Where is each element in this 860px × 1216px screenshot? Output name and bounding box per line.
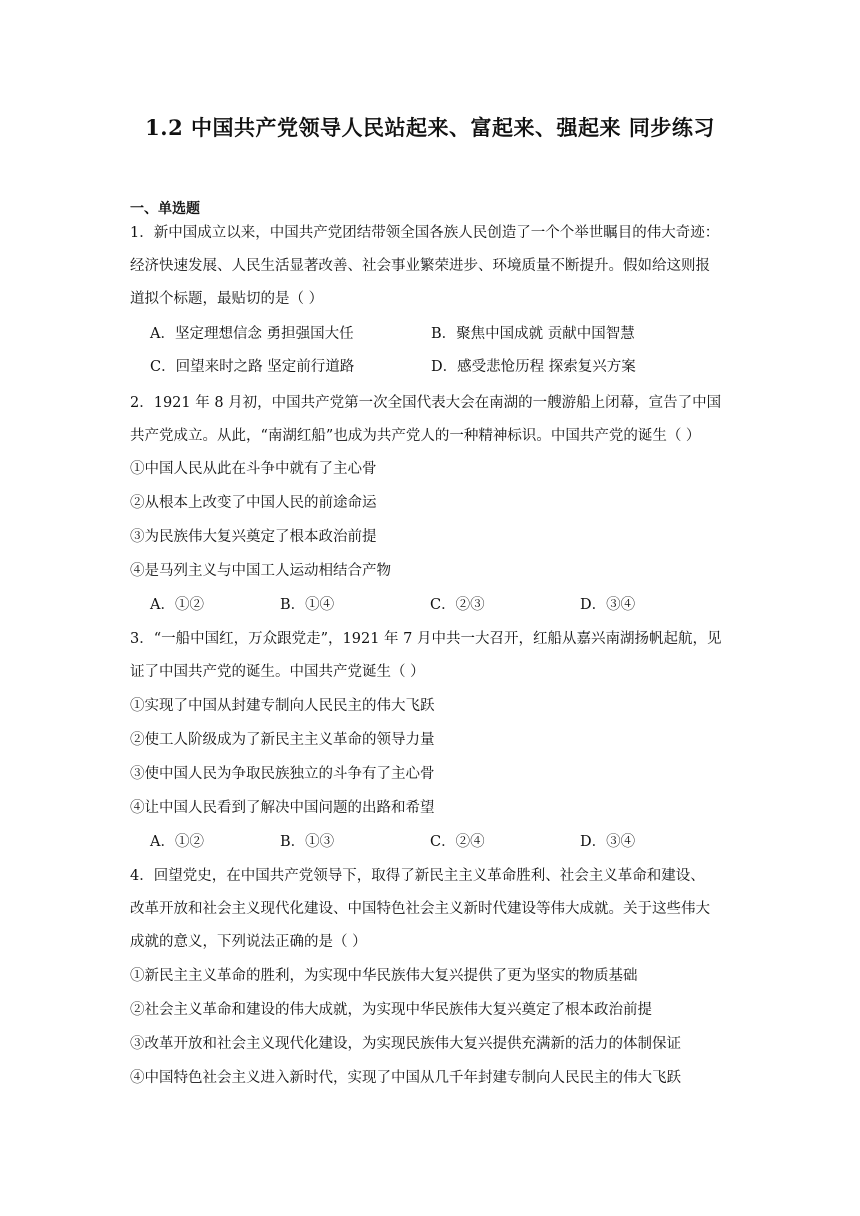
question-2-option-b: B．①④	[280, 597, 335, 613]
question-3-statement-2: ②使工人阶级成为了新民主主义革命的领导力量	[130, 732, 435, 748]
question-4-line-2: 改革开放和社会主义现代化建设、中国特色社会主义新时代建设等伟大成就。关于这些伟大	[130, 901, 710, 917]
question-3-statement-1: ①实现了中国从封建专制向人民民主的伟大飞跃	[130, 698, 435, 714]
question-4-line-1: 4．回望党史，在中国共产党领导下，取得了新民主主义革命胜利、社会主义革命和建设、	[130, 868, 705, 884]
question-1-option-c: C．回望来时之路 坚定前行道路	[150, 359, 355, 375]
question-4-statement-3: ③改革开放和社会主义现代化建设，为实现民族伟大复兴提供充满新的活力的体制保证	[130, 1036, 681, 1052]
question-1-line-2: 经济快速发展、人民生活显著改善、社会事业繁荣进步、环境质量不断提升。假如给这则报	[130, 258, 710, 274]
question-3-line-1: 3．“一船中国红，万众跟党走”，1921 年 7 月中共一大召开，红船从嘉兴南湖扬帆起航，见	[130, 631, 722, 647]
question-3-statement-3: ③使中国人民为争取民族独立的斗争有了主心骨	[130, 766, 435, 782]
question-2-statement-1: ①中国人民从此在斗争中就有了主心骨	[130, 461, 377, 477]
question-3-option-b: B．①③	[280, 834, 335, 850]
question-2-option-d: D．③④	[580, 597, 636, 613]
question-3-line-2: 证了中国共产党的诞生。中国共产党诞生（ ）	[130, 664, 425, 680]
question-4-line-3: 成就的意义，下列说法正确的是（ ）	[130, 934, 367, 950]
question-2-option-a: A．①②	[150, 597, 204, 613]
question-1-line-1: 1．新中国成立以来，中国共产党团结带领全国各族人民创造了一个个举世瞩目的伟大奇迹：	[130, 225, 720, 241]
question-4-statement-4: ④中国特色社会主义进入新时代，实现了中国从几千年封建专制向人民民主的伟大飞跃	[130, 1070, 681, 1086]
question-2-option-c: C．②③	[430, 597, 485, 613]
section-heading: 一、单选题	[130, 201, 200, 217]
question-1-option-b: B．聚焦中国成就 贡献中国智慧	[431, 326, 635, 342]
question-3-option-c: C．②④	[430, 834, 485, 850]
question-4-statement-2: ②社会主义革命和建设的伟大成就，为实现中华民族伟大复兴奠定了根本政治前提	[130, 1002, 652, 1018]
question-2-line-1: 2．1921 年 8 月初，中国共产党第一次全国代表大会在南湖的一艘游船上闭幕，宣告了中国	[130, 395, 722, 411]
question-4-statement-1: ①新民主主义革命的胜利，为实现中华民族伟大复兴提供了更为坚实的物质基础	[130, 968, 638, 984]
question-2-statement-4: ④是马列主义与中国工人运动相结合产物	[130, 563, 391, 579]
question-3-option-a: A．①②	[150, 834, 204, 850]
question-1-option-d: D．感受悲怆历程 探索复兴方案	[431, 359, 636, 375]
question-2-line-2: 共产党成立。从此，“南湖红船”也成为共产党人的一种精神标识。中国共产党的诞生（ ）	[130, 428, 701, 444]
question-2-statement-3: ③为民族伟大复兴奠定了根本政治前提	[130, 529, 377, 545]
question-3-option-d: D．③④	[580, 834, 636, 850]
question-1-line-3: 道拟个标题，最贴切的是（ ）	[130, 291, 324, 307]
question-2-statement-2: ②从根本上改变了中国人民的前途命运	[130, 495, 377, 511]
page-title: 1.2 中国共产党领导人民站起来、富起来、强起来 同步练习	[145, 115, 715, 140]
question-1-option-a: A．坚定理想信念 勇担强国大任	[150, 326, 354, 342]
question-3-statement-4: ④让中国人民看到了解决中国问题的出路和希望	[130, 800, 435, 816]
